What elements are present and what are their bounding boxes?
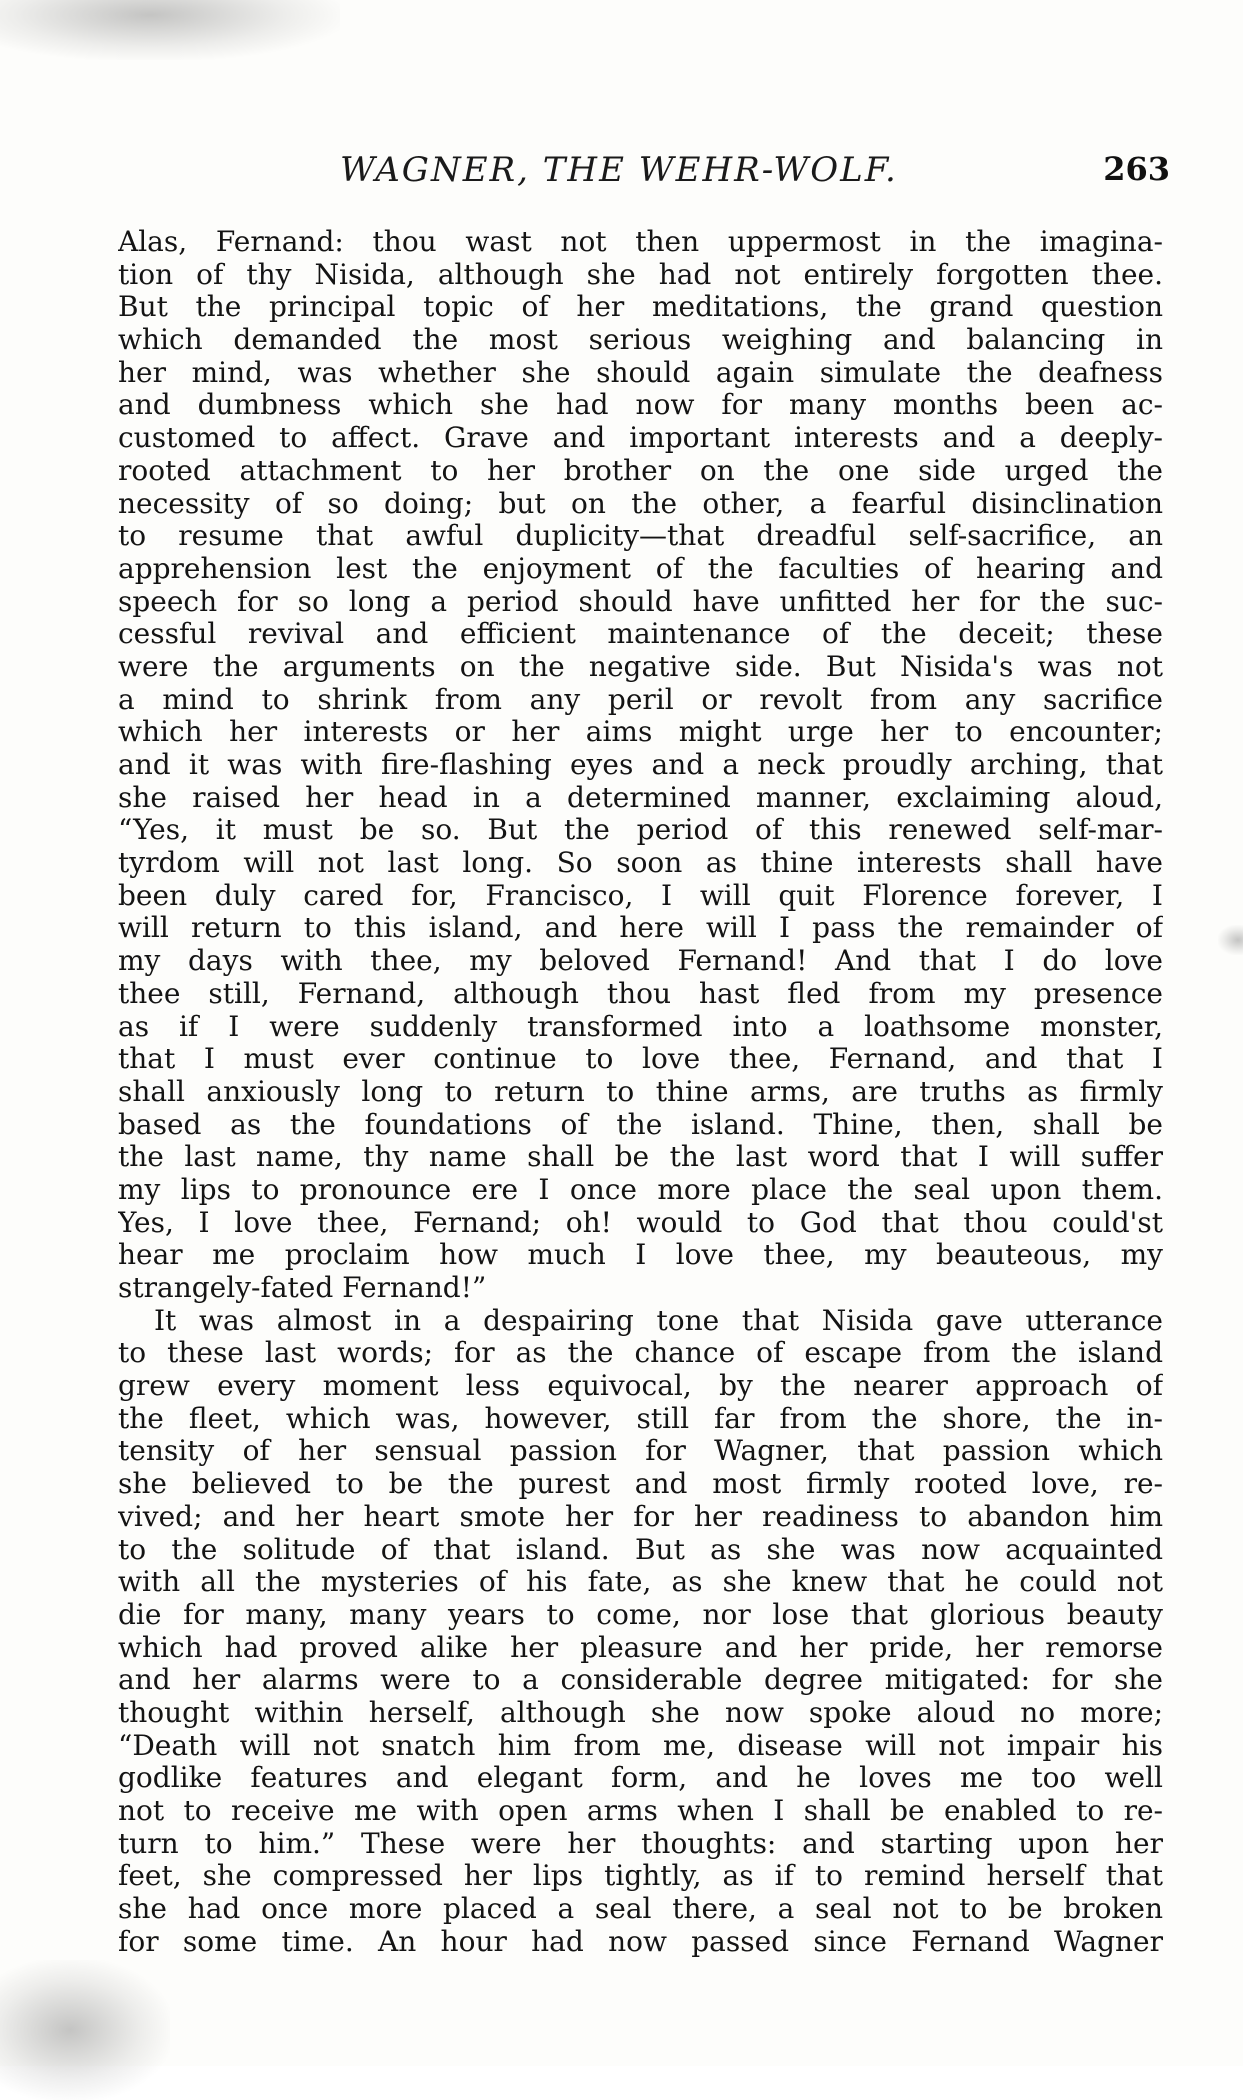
text-line: cessful revival and efficient maintenance of the deceit; these	[118, 618, 1163, 651]
text-line: thought within herself, although she now spoke aloud no more;	[118, 1696, 1163, 1729]
text-line: necessity of so doing; but on the other, a fearful disinclination	[118, 487, 1163, 520]
text-line: But the principal topic of her meditations, the grand question	[118, 291, 1163, 324]
text-line: to the solitude of that island. But as she was now acquainted	[118, 1533, 1163, 1566]
text-line: will return to this island, and here will I pass the remainder of	[118, 912, 1163, 945]
text-line: Yes, I love thee, Fernand; oh! would to God that thou could'st	[118, 1206, 1163, 1239]
body-text	[118, 226, 1163, 1958]
text-line: my days with thee, my beloved Fernand! And that I do love	[118, 945, 1163, 978]
text-line: godlike features and elegant form, and he loves me too well	[118, 1762, 1163, 1795]
page-number: 263	[1103, 150, 1170, 188]
text-line: grew every moment less equivocal, by the nearer approach of	[118, 1370, 1163, 1403]
page-stain-right-edge	[1218, 925, 1243, 955]
text-line: the last name, thy name shall be the last word that I will suffer	[118, 1141, 1163, 1174]
text-line: were the arguments on the negative side. But Nisida's was not	[118, 650, 1163, 683]
text-line: Alas, Fernand: thou wast not then uppermost in the imagina-	[118, 226, 1163, 258]
text-line: a mind to shrink from any peril or revolt from any sacrifice	[118, 683, 1163, 716]
text-line: the fleet, which was, however, still far from the shore, the in-	[118, 1402, 1163, 1435]
text-line: strangely-fated Fernand!”	[118, 1272, 487, 1304]
text-line: feet, she compressed her lips tightly, as if to remind herself that	[118, 1860, 1163, 1893]
text-line: tyrdom will not last long. So soon as thine interests shall have	[118, 847, 1163, 880]
text-line: It was almost in a despairing tone that Nisida gave utterance	[154, 1304, 1163, 1337]
text-line: speech for so long a period should have unfitted her for the suc-	[118, 585, 1163, 618]
text-line: “Death will not snatch him from me, disease will not impair his	[118, 1729, 1163, 1762]
text-line: to resume that awful duplicity—that dreadful self-sacrifice, an	[118, 520, 1163, 553]
text-line: apprehension lest the enjoyment of the faculties of hearing and	[118, 552, 1163, 585]
text-line: hear me proclaim how much I love thee, my beauteous, my	[118, 1239, 1163, 1272]
text-line: thee still, Fernand, although thou hast fled from my presence	[118, 977, 1163, 1010]
text-line: tion of thy Nisida, although she had not entirely forgotten thee.	[118, 258, 1163, 291]
text-line: customed to affect. Grave and important interests and a deeply-	[118, 422, 1163, 455]
text-line: which had proved alike her pleasure and her pride, her remorse	[118, 1631, 1163, 1664]
text-line: her mind, was whether she should again simulate the deafness	[118, 356, 1163, 389]
text-line: vived; and her heart smote her for her readiness to abandon him	[118, 1500, 1163, 1533]
text-line: to these last words; for as the chance of escape from the island	[118, 1337, 1163, 1370]
text-line: for some time. An hour had now passed since Fernand Wagner	[118, 1925, 1163, 1958]
text-line: not to receive me with open arms when I shall be enabled to re-	[118, 1795, 1163, 1827]
text-line: die for many, many years to come, nor lose that glorious beauty	[118, 1598, 1163, 1631]
text-line: based as the foundations of the island. Thine, then, shall be	[118, 1108, 1163, 1141]
page-stain-top-left	[0, 0, 340, 60]
text-line: been duly cared for, Francisco, I will quit Florence forever, I	[118, 879, 1163, 912]
text-line: “Yes, it must be so. But the period of this renewed self-mar-	[118, 814, 1163, 847]
text-line: she believed to be the purest and most firmly rooted love, re-	[118, 1468, 1163, 1501]
text-line: my lips to pronounce ere I once more place the seal upon them.	[118, 1173, 1163, 1206]
text-line: which her interests or her aims might urge her to encounter;	[118, 716, 1163, 749]
text-line: which demanded the most serious weighing and balancing in	[118, 324, 1163, 357]
text-line: and her alarms were to a considerable degree mitigated: for she	[118, 1664, 1163, 1697]
text-line: she had once more placed a seal there, a seal not to be broken	[118, 1893, 1163, 1926]
text-line: she raised her head in a determined manner, exclaiming aloud,	[118, 781, 1163, 814]
page-header	[130, 150, 1170, 210]
running-head: WAGNER, THE WEHR-WOLF.	[340, 150, 898, 190]
text-line: shall anxiously long to return to thine arms, are truths as firmly	[118, 1075, 1163, 1108]
text-line: that I must ever continue to love thee, Fernand, and that I	[118, 1043, 1163, 1076]
text-line: as if I were suddenly transformed into a loathsome monster,	[118, 1010, 1163, 1043]
text-line: and it was with fire-flashing eyes and a neck proudly arching, that	[118, 749, 1163, 781]
text-line: and dumbness which she had now for many months been ac-	[118, 389, 1163, 422]
text-line: with all the mysteries of his fate, as she knew that he could not	[118, 1566, 1163, 1599]
text-line: turn to him.” These were her thoughts: and starting upon her	[118, 1827, 1163, 1860]
text-line: tensity of her sensual passion for Wagner, that passion which	[118, 1435, 1163, 1468]
page-stain-bottom-left	[0, 1960, 170, 2100]
text-line: rooted attachment to her brother on the one side urged the	[118, 454, 1163, 487]
